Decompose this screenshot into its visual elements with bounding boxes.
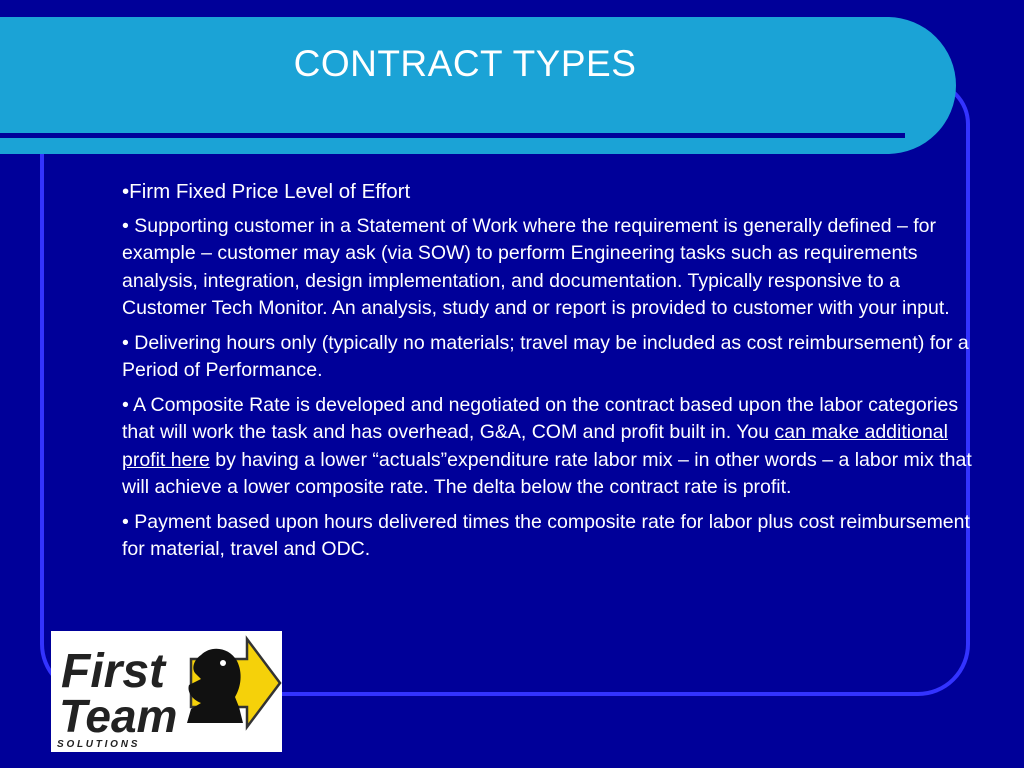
logo-text-first: First	[61, 645, 166, 698]
section-heading: •Firm Fixed Price Level of Effort	[122, 180, 411, 203]
bullet-item-3-before: • A Composite Rate is developed and negotiated on the contract based upon the labor categories that will work the task and has overhead, G&A, COM and profit built in. You	[122, 393, 959, 443]
knight-eye-icon	[220, 660, 226, 666]
bullet-item-3	[122, 392, 972, 502]
title-bar	[0, 17, 956, 154]
bullet-item-1: • Supporting customer in a Statement of Work where the requirement is generally defined – for example – customer may ask (via SOW) to perform Engineering tasks such as requirements analysis, integration, design implementation, and documentation. Typically responsive to a Customer Tech Monitor. An analysis, study and or report is provided to customer with your input.	[122, 214, 950, 319]
bullet-item-4: • Payment based upon hours delivered times the composite rate for labor plus cost reimbursement for material, travel and ODC.	[122, 510, 970, 560]
bullet-item-2: • Delivering hours only (typically no materials; travel may be included as cost reimbursement) for a Period of Performance.	[122, 331, 969, 381]
slide-title: CONTRACT TYPES	[293, 43, 637, 84]
logo-graphic	[51, 631, 282, 752]
logo-text-team: Team	[59, 690, 178, 742]
logo-text-solutions: S O L U T I O N S	[57, 739, 138, 750]
slide-body	[122, 178, 972, 571]
profit-link[interactable]: can make additional profit here	[122, 421, 948, 471]
bullet-item-3-after: by having a lower “actuals”expenditure rate labor mix – in other words – a labor mix that will achieve a lower composite rate. The delta below the contract rate is profit.	[122, 448, 972, 498]
first-team-logo	[51, 631, 282, 752]
